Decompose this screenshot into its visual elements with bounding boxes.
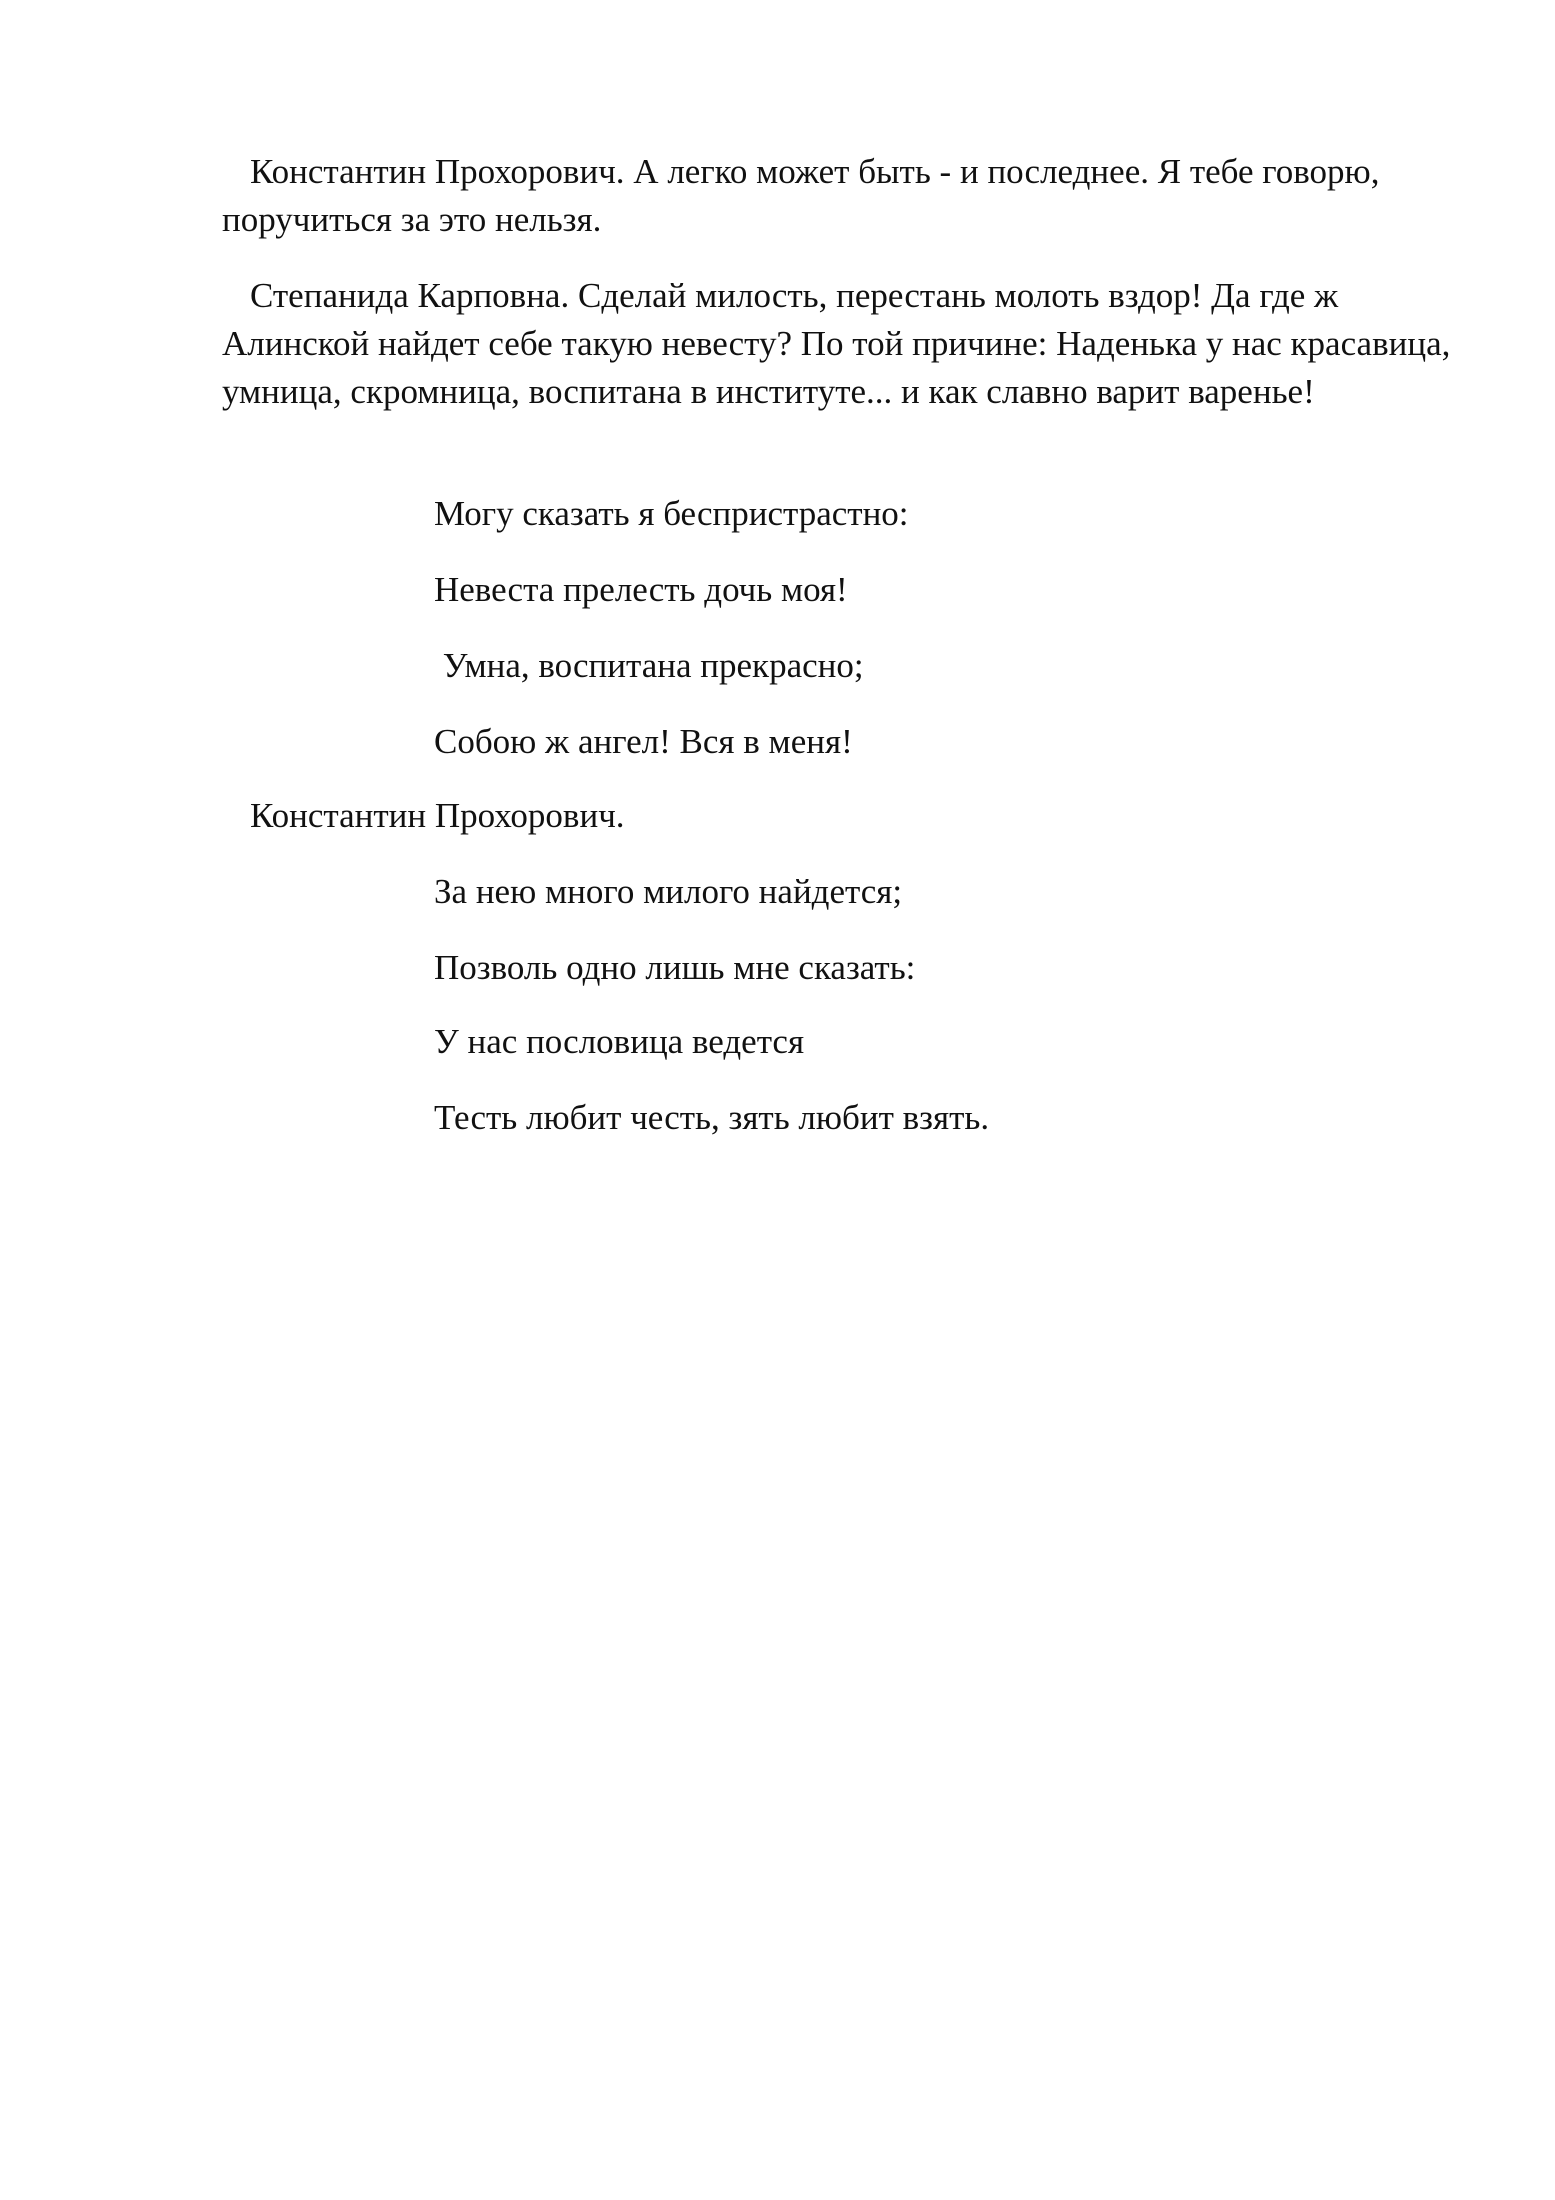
verse-line-4: Собою ж ангел! Вся в меня! xyxy=(434,722,853,761)
verse-line-1: Могу сказать я беспристрастно: xyxy=(434,494,909,533)
speaker-name-konstantin: Константин Прохорович. xyxy=(250,796,625,835)
verse-line-6: Позволь одно лишь мне сказать: xyxy=(434,948,916,987)
verse-line-2: Невеста прелесть дочь моя! xyxy=(434,570,848,609)
verse-line-5: За нею много милого найдется; xyxy=(434,872,903,911)
verse-line-7: У нас пословица ведется xyxy=(434,1022,805,1061)
speech-paragraph-stepanida: Степанида Карповна. Сделай милость, перестань молоть вздор! Да где ж Алинской найдет себе такую невесту? По той причине: Наденька у нас красавица, умница, скромница, воспитана в институте... и как славно варит варенье! xyxy=(222,276,1451,411)
speech-paragraph-konstantin-1: Константин Прохорович. А легко может быть - и последнее. Я тебе говорю, поручиться за это нельзя. xyxy=(222,152,1380,239)
verse-line-8: Тесть любит честь, зять любит взять. xyxy=(434,1098,990,1137)
verse-line-3: Умна, воспитана прекрасно; xyxy=(434,646,864,685)
